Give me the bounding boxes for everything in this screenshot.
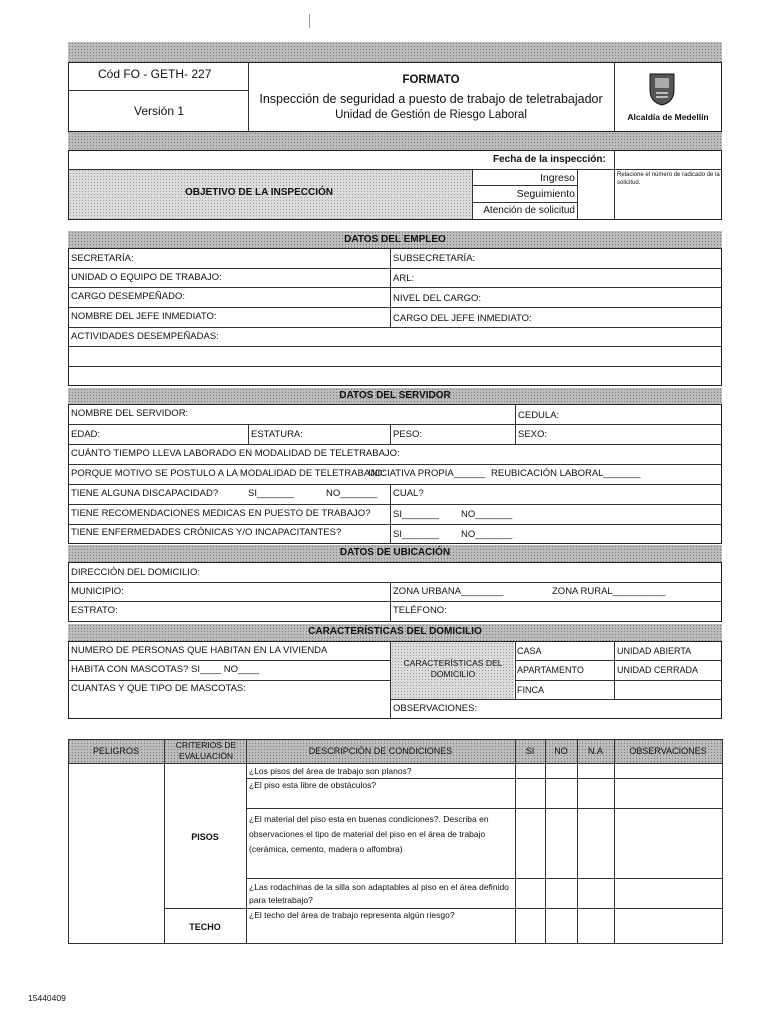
th-na: N.A [587,746,603,756]
option-atencion: Atención de solicitud [483,205,575,216]
estatura-label: ESTATURA: [251,429,303,440]
th-criterios: CRITERIOS DE EVALUACIÓN [175,740,237,761]
domicilio-title: CARACTERÍSTICAS DEL DOMICILIO [308,626,482,637]
city-shield-icon [648,72,676,106]
option-ingreso: Ingreso [539,172,575,184]
actividades-label: ACTIVIDADES DESEMPEÑADAS: [71,331,219,342]
header-band [68,132,722,150]
inspection-date-label: Fecha de la inspección: [493,154,606,165]
option-seguimiento: Seguimiento [516,188,575,200]
empleo-title: DATOS DEL EMPLEO [344,234,446,245]
scan-line [309,14,310,28]
jefe-label: NOMBRE DEL JEFE INMEDIATO: [71,311,217,322]
tipo-mascotas-label: CUANTAS Y QUE TIPO DE MASCOTAS: [71,683,246,694]
ubicacion-title: DATOS DE UBICACIÓN [339,547,451,558]
condicion-row: ¿El techo del área de trabajo representa algún riesgo? [249,910,455,920]
estrato-label: ESTRATO: [71,605,118,616]
condicion-row: ¿El piso esta libre de obstáculos? [249,780,377,790]
form-version: Versión 1 [134,104,185,118]
unidad-label: UNIDAD O EQUIPO DE TRABAJO: [71,272,222,283]
casa-label: CASA [517,646,542,656]
unidad-abierta-label: UNIDAD ABIERTA [617,646,692,656]
observaciones-domicilio-label: OBSERVACIONES: [393,703,478,714]
unidad-cerrada-label: UNIDAD CERRADA [617,665,699,675]
tiempo-label: CUÁNTO TIEMPO LLEVA LABORADO EN MODALIDAD DE TELETRABAJO: [71,448,400,459]
zona-rural-label: ZONA RURAL__________ [552,586,666,597]
discapacidad-no: NO_______ [326,488,378,499]
th-peligros: PELIGROS [92,746,139,756]
discapacidad-si: SI_______ [248,488,294,499]
form-type: FORMATO [402,74,460,86]
finca-label: FINCA [517,685,544,695]
form-title: Inspección de seguridad a puesto de trabajo de teletrabajador [259,92,603,106]
th-descripcion: DESCRIPCIÓN DE CONDICIONES [308,746,453,756]
servidor-title: DATOS DEL SERVIDOR [339,390,451,401]
reubicacion-label: REUBICACIÓN LABORAL_______ [491,468,641,479]
nombre-servidor-label: NOMBRE DEL SERVIDOR: [71,408,189,419]
secretaria-label: SECRETARÍA: [71,253,134,264]
th-no: NO [554,746,568,756]
condicion-row: ¿El material del piso esta en buenas condiciones?. Describa en observaciones el tipo de material del piso en el área de trabajo (cerámica, cemento, madera o alfombra) [249,814,489,854]
recomendaciones-si: SI_______ [393,509,439,520]
inspection-note: Relacione el número de radicado de la solicitud. [617,172,720,186]
discapacidad-label: TIENE ALGUNA DISCAPACIDAD? [71,488,219,499]
condicion-row: ¿Las rodachinas de la silla son adaptables al piso en el área definido para teletrabajo? [249,882,509,905]
cual-label: CUAL? [393,488,424,499]
recomendaciones-no: NO_______ [461,509,513,520]
cargo-label: CARGO DESEMPEÑADO: [71,291,186,302]
th-si: SI [525,746,535,756]
municipio-label: MUNICIPIO: [71,586,124,597]
form-unit: Unidad de Gestión de Riesgo Laboral [335,109,527,121]
motivo-label: PORQUE MOTIVO SE POSTULO A LA MODALIDAD DE TELETRABAJO: [71,468,385,479]
edad-label: EDAD: [71,429,101,440]
zona-urbana-label: ZONA URBANA________ [393,586,504,597]
caracteristicas-label: CARACTERÍSTICAS DEL DOMICILIO [403,658,503,679]
direccion-label: DIRECCIÓN DEL DOMICILIO: [71,567,200,578]
top-band [68,42,722,62]
enfermedades-label: TIENE ENFERMEDADES CRÓNICAS Y/O INCAPACITANTES? [71,527,342,538]
enfermedades-no: NO_______ [461,529,513,540]
th-observaciones: OBSERVACIONES [629,746,707,756]
cedula-label: CEDULA: [518,410,560,421]
peso-label: PESO: [393,429,423,440]
inspection-objective-label: OBJETIVO DE LA INSPECCIÓN [185,187,333,198]
personas-label: NUMERO DE PERSONAS QUE HABITAN EN LA VIVIENDA [71,645,328,656]
iniciativa-label: INICIATIVA PROPIA______ [368,468,486,479]
logo-text: Alcaldía de Medellín [627,112,709,122]
telefono-label: TELÉFONO: [393,605,447,616]
form-code: Cód FO - GETH- 227 [98,67,212,81]
mascotas-label: HABITA CON MASCOTAS? SI____ NO____ [71,664,260,675]
enfermedades-si: SI_______ [393,529,439,540]
criterio-pisos: PISOS [191,832,219,842]
footer-code: 15440409 [28,993,66,1003]
recomendaciones-label: TIENE RECOMENDACIONES MEDICAS EN PUESTO DE TRABAJO? [71,508,371,519]
apartamento-label: APARTAMENTO [517,665,584,675]
subsecretaria-label: SUBSECRETARÍA: [393,253,476,264]
cargo-jefe-label: CARGO DEL JEFE INMEDIATO: [393,313,532,324]
criterio-techo: TECHO [189,922,221,932]
nivel-label: NIVEL DEL CARGO: [393,293,481,304]
sexo-label: SEXO: [518,429,548,440]
arl-label: ARL: [393,273,415,284]
condicion-row: ¿Los pisos del área de trabajo son planos? [249,766,412,776]
